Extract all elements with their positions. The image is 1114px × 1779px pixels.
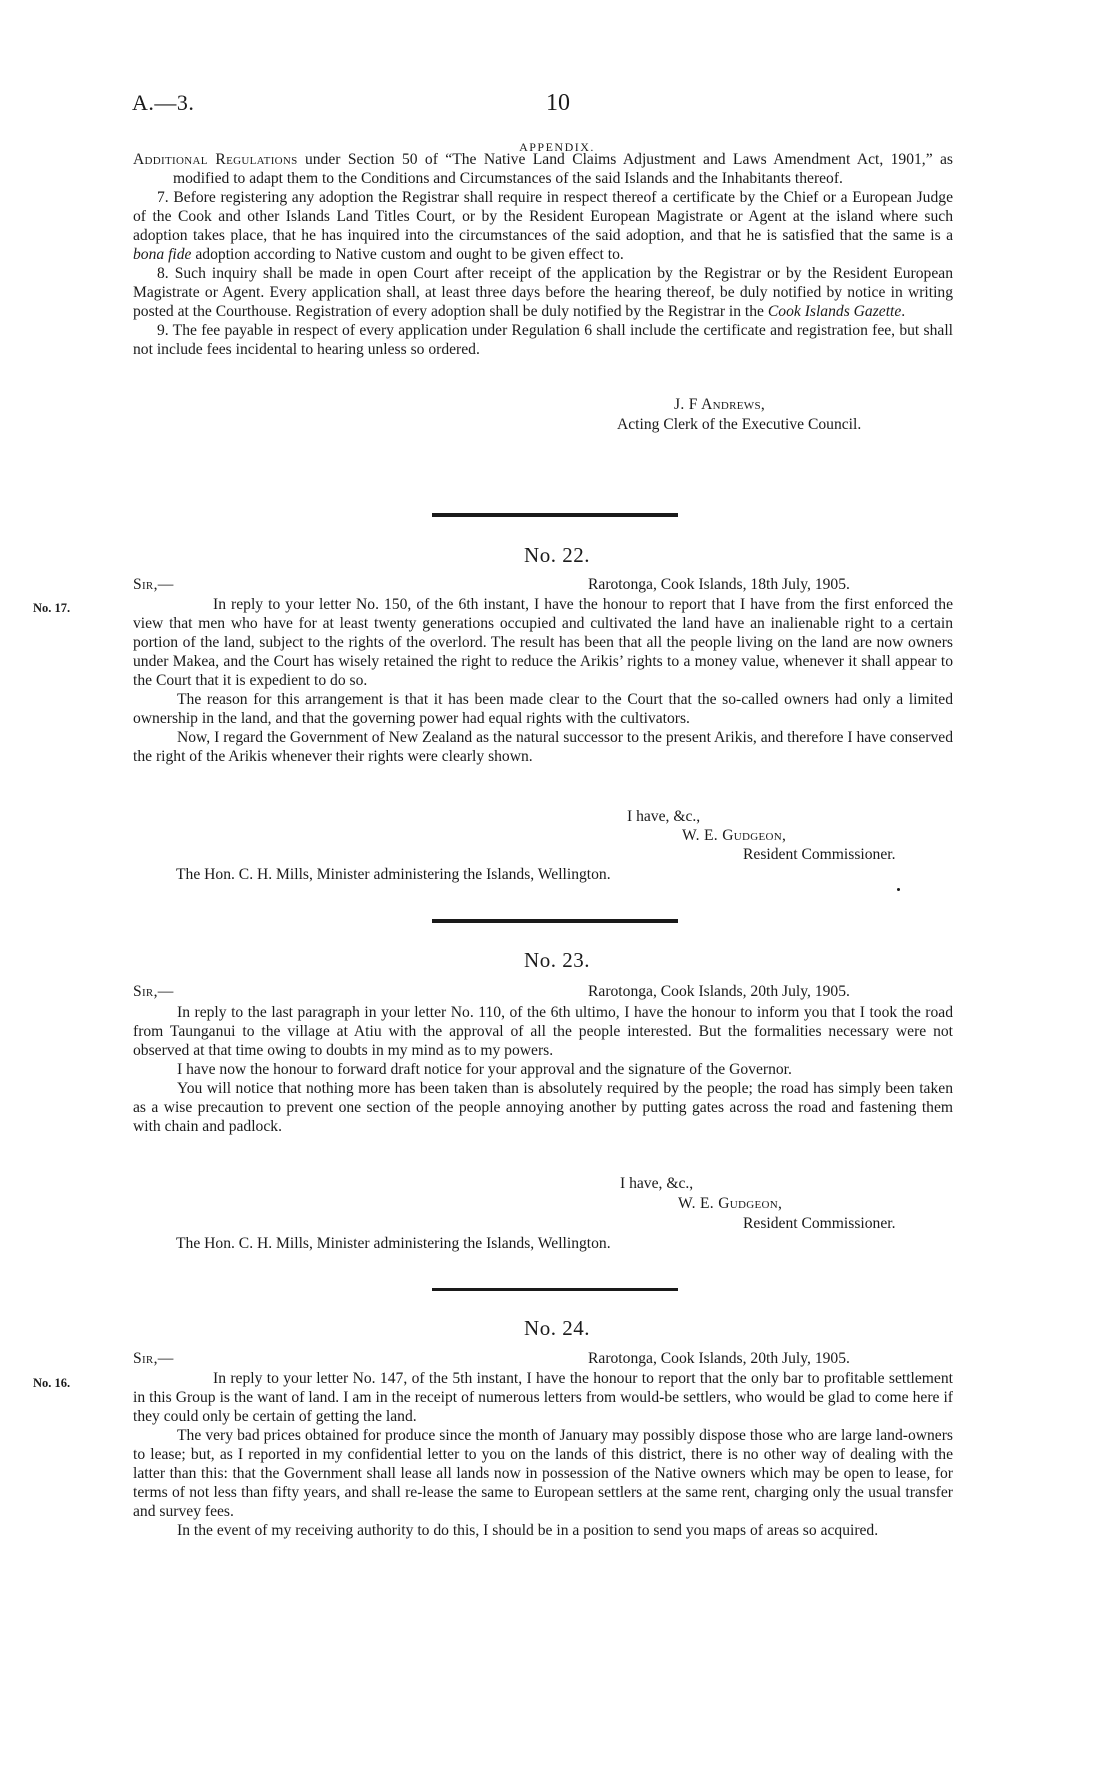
letter-signer-title: Resident Commissioner. (743, 846, 896, 863)
letter-number: No. 22. (524, 543, 590, 567)
addressee: The Hon. C. H. Mills, Minister administering the Islands, Wellington. (176, 866, 611, 883)
appendix-signer: J. F Andrews, (674, 396, 766, 413)
regulation-9: 9. The fee payable in respect of every application under Regulation 6 shall include the certificate and registration fee, but shall not include fees incidental to hearing unless so ordered. (133, 322, 953, 358)
letter-number: No. 24. (524, 1316, 590, 1340)
letter-paragraph: You will notice that nothing more has been taken than is absolutely required by the people; the road has simply been taken as a wise precaution to prevent one section of the people annoying another by putting gates across the road and fastening them with chain and padlock. (133, 1080, 953, 1135)
page-number: 10 (546, 90, 570, 116)
appendix-signer-title: Acting Clerk of the Executive Council. (617, 416, 862, 433)
letter-closing: I have, &c., (627, 808, 701, 825)
ink-speck (897, 888, 900, 891)
appendix-title (133, 150, 953, 188)
document-reference: A.—3. (132, 90, 195, 115)
salutation: Sir,— (133, 983, 174, 1000)
margin-reference: No. 17. (33, 601, 71, 615)
section-divider (432, 513, 678, 517)
section-divider (432, 919, 678, 923)
appendix-body (133, 150, 953, 359)
letter-signer-title: Resident Commissioner. (743, 1215, 896, 1232)
regulation-8 (133, 264, 953, 321)
letter-number: No. 23. (524, 948, 590, 972)
addressee: The Hon. C. H. Mills, Minister administering the Islands, Wellington. (176, 1235, 611, 1252)
letter-paragraph: In the event of my receiving authority to do this, I should be in a position to send you maps of areas so acquired. (177, 1522, 879, 1539)
letter-body (133, 595, 953, 766)
margin-reference: No. 16. (33, 1376, 71, 1390)
appendix-title-smallcaps: Additional Regulations (133, 151, 298, 168)
dateline: Rarotonga, Cook Islands, 20th July, 1905. (588, 983, 850, 1000)
appendix-title-rest: under Section 50 of “The Native Land Claims Adjustment and Laws Amendment Act, 1901,” as modified to adapt them to the Conditions and Circumstances of the said Islands and the Inhabitants thereof. (173, 151, 953, 187)
section-divider (432, 1288, 678, 1291)
letter-paragraph: In reply to your letter No. 150, of the 6th instant, I have the honour to report that I have from the first enforced the view that men who have for at least twenty generations occupied and cultivated the land have an inalienable right to a certain portion of the land, subject to the rights of the overlord. The result has been that all the people living on the land are now owners under Makea, and the Court has wisely retained the right to reduce the Arikis’ rights to a money value, whenever it shall appear to the Court that it is expedient to do so. (133, 596, 953, 689)
salutation: Sir,— (133, 1350, 174, 1367)
appendix-label: APPENDIX. (519, 140, 595, 154)
letter-signer: W. E. Gudgeon, (682, 827, 787, 844)
letter-body (133, 1369, 953, 1540)
letter-paragraph: In reply to the last paragraph in your letter No. 110, of the 6th ultimo, I have the honour to inform you that I took the road from Taunganui to the village at Atiu with the approval of all the people interested. But the formalities necessary were not observed at that time owing to doubts in my mind as to my powers. (133, 1004, 953, 1059)
regulation-7-text-end: adoption according to Native custom and ought to be given effect to. (191, 246, 624, 263)
letter-paragraph: The reason for this arrangement is that it has been made clear to the Court that the so-called owners had only a limited ownership in the land, and that the governing power had equal rights with the cultivators. (133, 691, 953, 727)
regulation-8-text: 8. Such inquiry shall be made in open Court after receipt of the application by the Registrar or by the Resident European Magistrate or Agent. Every application shall, at least three days before the hearing thereof, be duly notified by notice in writing posted at the Courthouse. Registration of every adoption shall be duly notified by the Registrar in the (133, 265, 953, 320)
dateline: Rarotonga, Cook Islands, 18th July, 1905. (588, 576, 850, 593)
dateline: Rarotonga, Cook Islands, 20th July, 1905. (588, 1350, 850, 1367)
regulation-8-italic: Cook Islands Gazette (767, 303, 902, 320)
letter-signer: W. E. Gudgeon, (678, 1195, 783, 1212)
letter-paragraph: I have now the honour to forward draft notice for your approval and the signature of the Governor. (177, 1061, 792, 1078)
letter-body (133, 1003, 953, 1136)
letter-paragraph: The very bad prices obtained for produce since the month of January may possibly dispose those who are large land-owners to lease; but, as I reported in my confidential letter to you on the lands of this district, there is no other way of dealing with the latter than this: that the Government shall lease all lands now in possession of the Native owners which may be open to lease, for terms of not less than fifty years, and shall re-lease the same to European settlers at the same rent, charging only the usual transfer and survey fees. (133, 1427, 953, 1520)
letter-closing: I have, &c., (620, 1175, 694, 1192)
regulation-7-text: 7. Before registering any adoption the Registrar shall require in respect thereof a certificate by the Chief or a European Judge of the Cook and other Islands Land Titles Court, or by the Resident European Magistrate or Agent at the island where such adoption takes place, that he has inquired into the circumstances of the said adoption, and that he is satisfied that the same is a (133, 189, 953, 244)
letter-paragraph: In reply to your letter No. 147, of the 5th instant, I have the honour to report that the only bar to profitable settlement in this Group is the want of land. I am in the receipt of numerous letters from would-be settlers, who would be glad to come here if they could only be certain of getting the land. (133, 1370, 953, 1425)
regulation-8-text-end: . (901, 303, 906, 320)
regulation-7-italic: bona fide (133, 246, 192, 263)
regulation-7 (133, 188, 953, 264)
salutation: Sir,— (133, 576, 174, 593)
letter-paragraph: Now, I regard the Government of New Zealand as the natural successor to the present Arikis, and therefore I have conserved the right of the Arikis whenever their rights were clearly shown. (133, 729, 953, 765)
